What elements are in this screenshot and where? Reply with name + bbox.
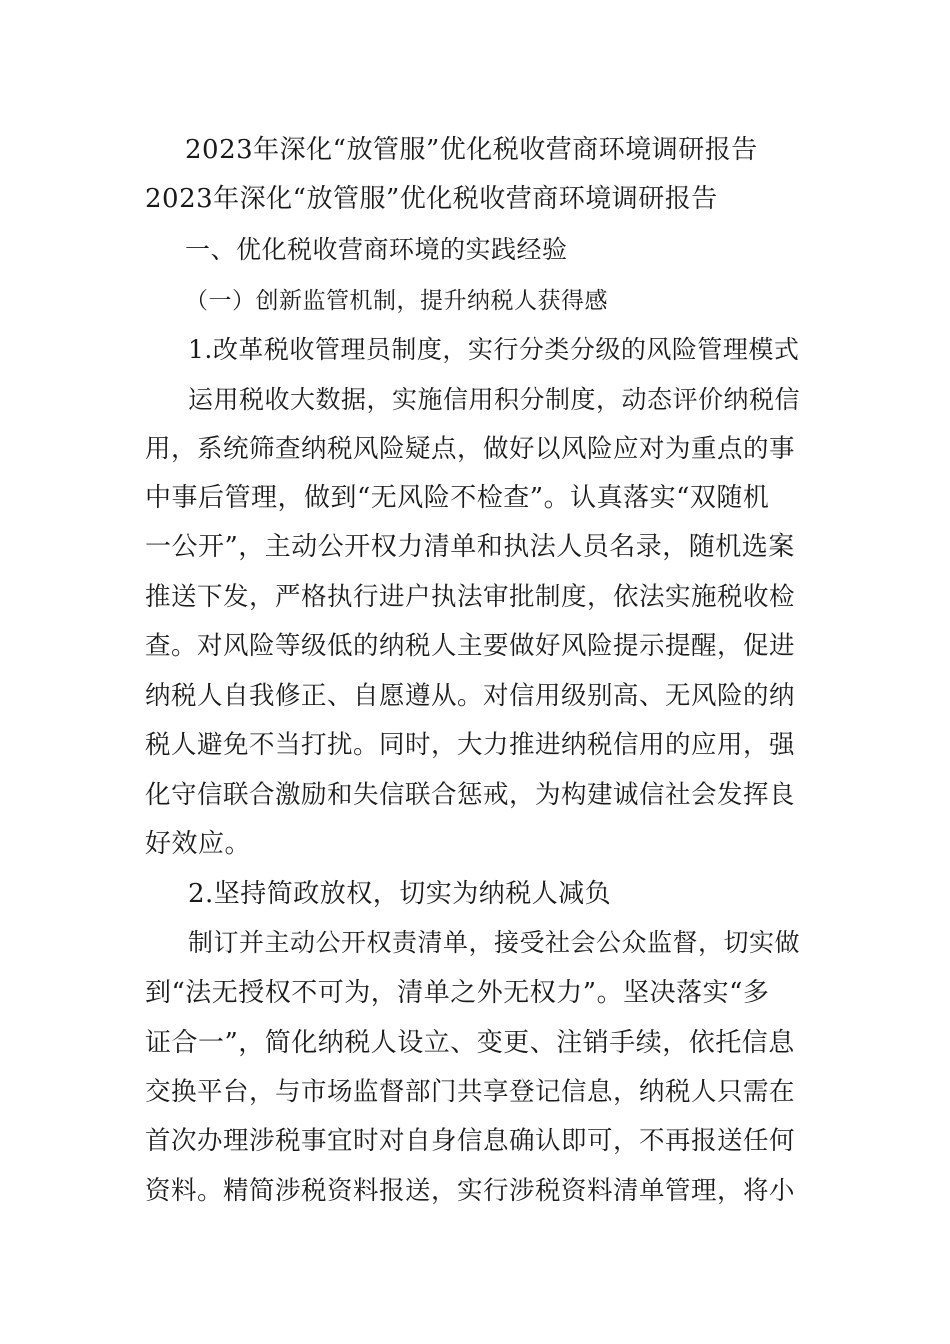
item1-line: 化守信联合激励和失信联合惩戒，为构建诚信社会发挥良 <box>145 780 796 810</box>
item1-line: 用，系统筛查纳税风险疑点，做好以风险应对为重点的事 <box>145 434 796 464</box>
item1-heading: 1.改革税收管理员制度，实行分类分级的风险管理模式 <box>188 335 800 364</box>
subsection-heading: （一）创新监管机制，提升纳税人获得感 <box>185 288 608 314</box>
item2-line: 证合一”，简化纳税人设立、变更、注销手续，依托信息 <box>145 1028 795 1058</box>
item1-line: 好效应。 <box>145 829 252 859</box>
item1-line: 运用税收大数据，实施信用积分制度，动态评价纳税信 <box>188 385 801 414</box>
item2-heading: 2.坚持简政放权，切实为纳税人减负 <box>188 879 612 909</box>
item2-line: 资料。精简涉税资料报送，实行涉税资料清单管理，将小 <box>145 1176 796 1206</box>
item2-line: 首次办理涉税事宜时对自身信息确认即可，不再报送任何 <box>145 1126 796 1156</box>
item1-line: 税人避免不当打扰。同时，大力推进纳税信用的应用，强 <box>145 730 796 760</box>
item1-line: 中事后管理，做到“无风险不检查”。认真落实“双随机 <box>145 483 770 513</box>
item2-line: 到“法无授权不可为，清单之外无权力”。坚决落实“多 <box>145 978 770 1008</box>
document-subtitle: 2023年深化“放管服”优化税收营商环境调研报告 <box>145 184 718 214</box>
item1-line: 一公开”，主动公开权力清单和执法人员名录，随机选案 <box>145 532 795 562</box>
item1-line: 纳税人自我修正、自愿遵从。对信用级别高、无风险的纳 <box>145 681 796 711</box>
document-title: 2023年深化“放管服”优化税收营商环境调研报告 <box>185 135 758 165</box>
item2-line: 交换平台，与市场监督部门共享登记信息，纳税人只需在 <box>145 1077 796 1107</box>
item1-line: 推送下发，严格执行进户执法审批制度，依法实施税收检 <box>145 582 796 612</box>
item2-line: 制订并主动公开权责清单，接受社会公众监督，切实做 <box>188 928 801 957</box>
section-heading: 一、优化税收营商环境的实践经验 <box>185 235 568 264</box>
item1-line: 查。对风险等级低的纳税人主要做好风险提示提醒，促进 <box>145 631 796 661</box>
